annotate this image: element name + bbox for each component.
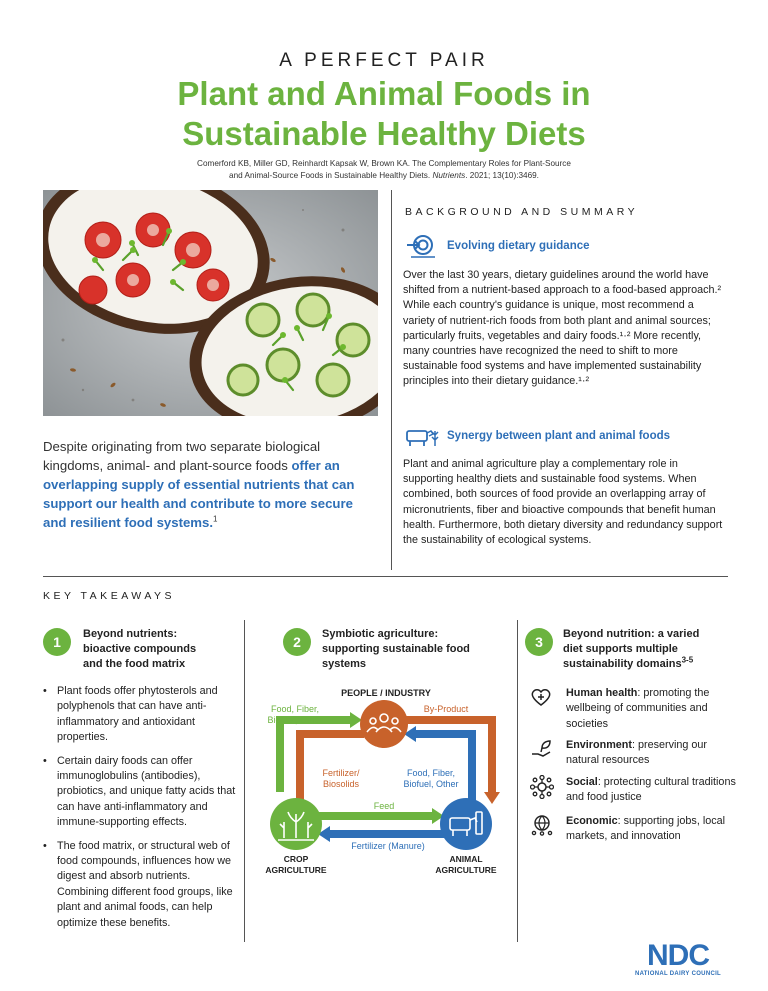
- section-text-synergy: Plant and animal agriculture play a complementary role in supporting healthy diets and sustainable food systems. When combined, both sources of food provide an overlapping array of micronutrients, fiber and bioactive compounds that benefit human health. Furthermore, both dietary diversity and redundancy support the sustainability of ecological systems.: [403, 458, 723, 547]
- flow-label-line: Biofuel, Other: [267, 715, 323, 725]
- flow-label-animal-to-people: [394, 768, 468, 790]
- citation-line-2: [150, 170, 618, 182]
- list-item: • The food matrix, or structural web of food compounds, influences how we digest and absorb nutrients. Combining different food groups, like plant and animal foods, can help optimize these benefits.: [43, 839, 243, 931]
- takeaway-divider-1: [244, 620, 245, 942]
- people-industry-label: PEOPLE / INDUSTRY: [341, 688, 431, 698]
- takeaways-heading: KEY TAKEAWAYS: [43, 590, 176, 602]
- section-title-synergy: Synergy between plant and animal foods: [447, 430, 671, 442]
- intro-text: Despite originating from two separate biological kingdoms, animal- and plant-source foods: [43, 439, 321, 473]
- intro-highlight: offer an overlapping supply of essential nutrients that can support our health and contribute to more secure and resilient food systems.: [43, 458, 355, 530]
- domain-description: : supporting jobs, local markets, and innovation: [566, 815, 726, 843]
- takeaway-title-3: [563, 627, 731, 672]
- heart-plus-icon: [530, 686, 552, 708]
- citation: [150, 158, 618, 182]
- takeaway-title-2-line: systems: [322, 658, 367, 670]
- domain-text: [566, 686, 741, 732]
- section-text-guidance: Over the last 30 years, dietary guidelines around the world have shifted from a nutrient-based approach to a food-based approach.² While each country's guidance is unique, most recommend a variety of nutrient-rich foods from both plant and animal sources; particularly fruits, vegetables and dairy foods.¹·² More recently, many countries have recognized the need to shift to more sustainable food systems and have implemented sustainability principles into their dietary guidance.¹·²: [403, 269, 722, 388]
- domain-text: [566, 738, 741, 769]
- page-title: [0, 74, 768, 154]
- spiral-arrow-icon: [405, 233, 437, 264]
- domain-label: Social: [566, 776, 598, 788]
- ndc-logo: [628, 941, 728, 981]
- domain-label: Environment: [566, 739, 632, 751]
- sandwich-photo: [43, 190, 378, 416]
- agriculture-cycle-diagram: [254, 684, 516, 896]
- crop-agriculture-label: [256, 854, 336, 876]
- domain-description: : promoting the wellbeing of communities and societies: [566, 687, 710, 730]
- logo-mark: NDC: [647, 939, 709, 972]
- takeaway-title-1-line: bioactive compounds: [83, 643, 197, 655]
- node-label-line: CROP: [283, 854, 309, 864]
- takeaway-divider-2: [517, 620, 518, 942]
- citation-part-a: and Animal-Source Foods in Sustainable Healthy Diets.: [229, 171, 433, 180]
- takeaway-title-3-line: [563, 657, 731, 672]
- flow-label-line: By-Product: [423, 704, 469, 714]
- takeaway-title-2: [322, 627, 512, 672]
- takeaway-title-2-line: supporting sustainable food: [322, 643, 470, 655]
- column-divider: [391, 190, 392, 570]
- flow-label-manure: Fertilizer (Manure): [351, 841, 425, 851]
- hand-leaf-icon: [530, 738, 552, 760]
- citation-line-1: Comerford KB, Miller GD, Reinhardt Kapsak W, Brown KA. The Complementary Roles for Plant-Source: [197, 159, 571, 168]
- network-people-icon: [530, 775, 552, 797]
- takeaway-title-2-line: Symbiotic agriculture:: [322, 628, 439, 640]
- domain-text: [566, 775, 741, 806]
- takeaway-number-3: 3: [525, 628, 553, 656]
- takeaway-title-3-text: sustainability domains: [563, 658, 682, 670]
- takeaway-title-3-line: Beyond nutrition: a varied: [563, 628, 700, 640]
- flow-label-line: Food, Fiber,: [270, 704, 320, 714]
- takeaway-title-1: [83, 627, 243, 672]
- flow-label-line: Fertilizer/: [322, 768, 360, 778]
- domain-description: : preserving our natural resources: [566, 739, 708, 767]
- domain-label: Human health: [566, 687, 638, 699]
- cow-and-crop-icon: [405, 425, 441, 452]
- background-heading: BACKGROUND AND SUMMARY: [405, 206, 639, 218]
- domain-label: Economic: [566, 815, 618, 827]
- flow-label-people-to-animal: [414, 704, 478, 726]
- list-item: • Certain dairy foods can offer immunoglobulins (antibodies), probiotics, and unique fatty acids that can have anti-inflammatory and immune-supporting effects.: [43, 754, 243, 831]
- citation-part-b: . 2021; 13(10):3469.: [465, 171, 539, 180]
- node-label-line: AGRICULTURE: [265, 865, 327, 875]
- domain-text: [566, 814, 741, 845]
- logo-name: NATIONAL DAIRY COUNCIL: [634, 971, 722, 977]
- flow-label-crop-to-people: [260, 704, 330, 726]
- flow-label-line: Food, Fiber,: [406, 768, 456, 778]
- takeaway-title-1-line: and the food matrix: [83, 658, 186, 670]
- people-industry-node: [360, 700, 408, 748]
- node-label-line: ANIMAL: [449, 854, 483, 864]
- flow-label-line: Biosolids: [322, 779, 360, 789]
- takeaway-bullets-1: [43, 684, 243, 939]
- flow-label-feed: Feed: [373, 801, 395, 811]
- animal-agriculture-label: [426, 854, 506, 876]
- intro-statement: [43, 437, 373, 532]
- takeaway-title-3-footnote: 3-5: [681, 655, 694, 665]
- title-line-1: Plant and Animal Foods in: [177, 75, 591, 112]
- flow-label-line: Biofuel, Other: [403, 779, 459, 789]
- section-title-guidance: Evolving dietary guidance: [447, 240, 590, 252]
- flow-label-people-to-crop: [306, 768, 376, 790]
- eyebrow-text: A PERFECT PAIR: [279, 50, 489, 71]
- list-item: • Plant foods offer phytosterols and polyphenols that can have anti-inflammatory and antioxidant properties.: [43, 684, 243, 746]
- node-label-line: AGRICULTURE: [435, 865, 497, 875]
- citation-journal: Nutrients: [432, 171, 466, 180]
- title-line-2: Sustainable Healthy Diets: [182, 115, 586, 152]
- section-divider: [43, 576, 728, 577]
- globe-people-icon: [530, 814, 552, 836]
- domain-description: : protecting cultural traditions and food justice: [566, 776, 736, 804]
- takeaway-number-2: 2: [283, 628, 311, 656]
- takeaway-title-3-line: diet supports multiple: [563, 643, 678, 655]
- flow-label-line: Feeds: [433, 715, 459, 725]
- takeaway-title-1-line: Beyond nutrients:: [83, 628, 178, 640]
- takeaway-number-1: 1: [43, 628, 71, 656]
- intro-footnote: 1: [213, 514, 218, 524]
